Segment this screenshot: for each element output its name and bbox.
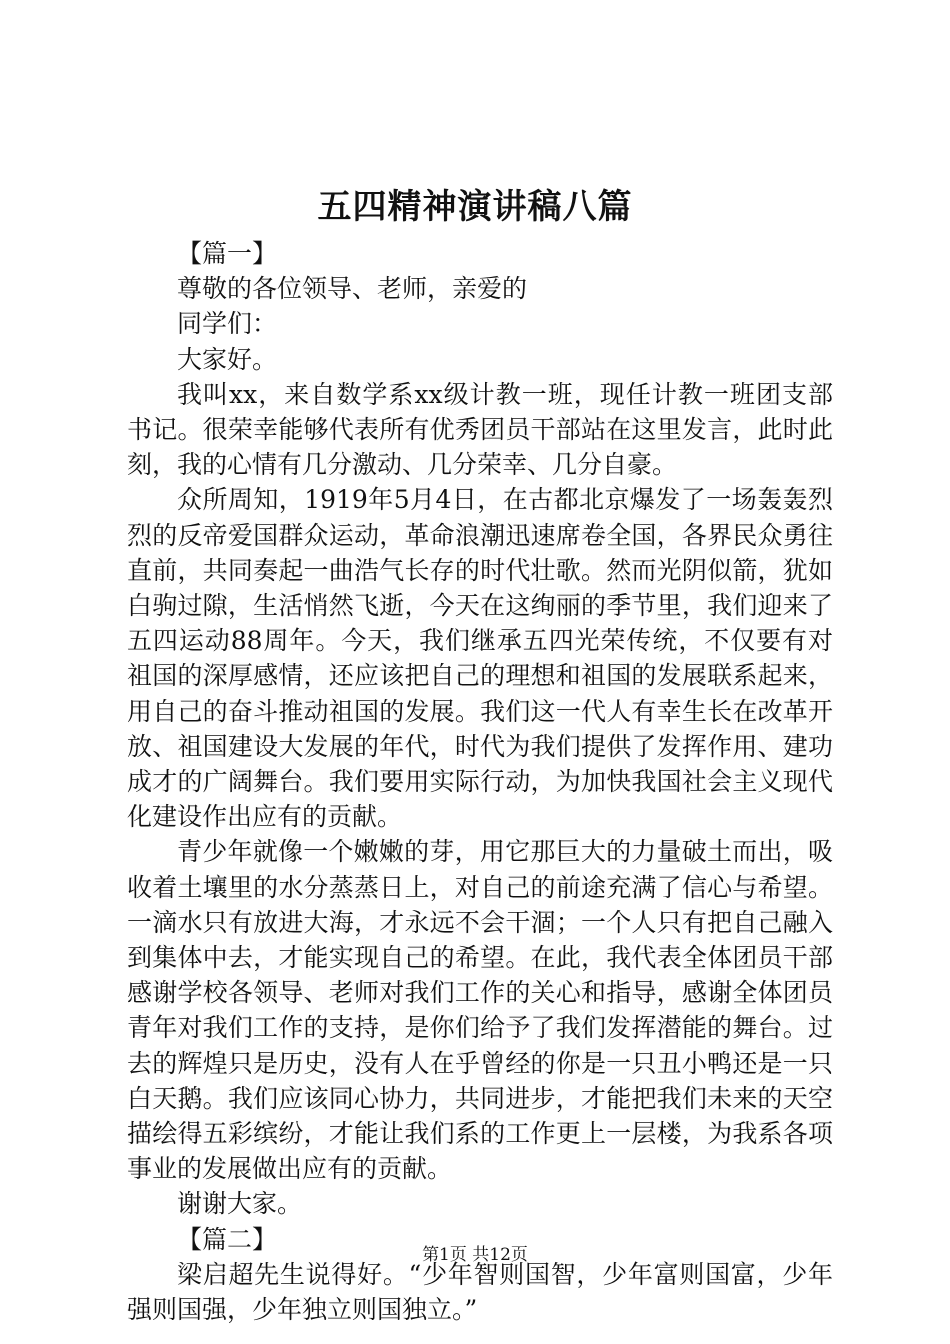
- paragraph-youth: 青少年就像一个嫩嫩的芽，用它那巨大的力量破土而出，吸收着土壤里的水分蒸蒸日上，对自己的前途充满了信心与希望。一滴水只有放进大海，才永远不会干涸；一个人只有把自己融入到集体中去，才能实现自己的希望。在此，我代表全体团员干部感谢学校各领导、老师对我们工作的关心和指导，感谢全体团员青年对我们工作的支持，是你们给予了我们发挥潜能的舞台。过去的辉煌只是历史，没有人在乎曾经的你是一只丑小鸭还是一只白天鹅。我们应该同心协力，共同进步，才能把我们未来的天空描绘得五彩缤纷，才能让我们系的工作更上一层楼，为我系各项事业的发展做出应有的贡献。: [127, 837, 833, 1184]
- salutation-line-2: 同学们：: [177, 309, 278, 339]
- page-number-footer: 第1页 共12页: [422, 1245, 528, 1265]
- section-heading-1: 【篇一】: [177, 239, 278, 268]
- paragraph-intro: 我叫xx，来自数学系xx级计教一班，现任计教一班团支部书记。很荣幸能够代表所有优秀团员干部站在这里发言，此时此刻，我的心情有几分激动、几分荣幸、几分自豪。: [127, 379, 833, 480]
- greeting: 大家好。: [177, 344, 278, 374]
- closing-thanks: 谢谢大家。: [177, 1189, 303, 1219]
- document-body: [127, 236, 833, 1327]
- salutation-line-1: 尊敬的各位领导、老师，亲爱的: [177, 274, 528, 304]
- document-title: 五四精神演讲稿八篇: [317, 187, 633, 227]
- section-heading-2: 【篇二】: [177, 1224, 278, 1254]
- paragraph-history: 众所周知，1919年5月4日，在古都北京爆发了一场轰轰烈烈的反帝爱国群众运动，革命浪潮迅速席卷全国，各界民众勇往直前，共同奏起一曲浩气长存的时代壮歌。然而光阴似箭，犹如白驹过隙，生活悄然飞逝，今天在这绚丽的季节里，我们迎来了五四运动88周年。今天，我们继承五四光荣传统，不仅要有对祖国的深厚感情，还应该把自己的理想和祖国的发展联系起来，用自己的奋斗推动祖国的发展。我们这一代人有幸生长在改革开放、祖国建设大发展的年代，时代为我们提供了发挥作用、建功成才的广阔舞台。我们要用实际行动，为加快我国社会主义现代化建设作出应有的贡献。: [127, 485, 833, 832]
- paragraph-quote: 梁启超先生说得好。“少年智则国智，少年富则国富，少年强则国强，少年独立则国独立。”: [127, 1259, 833, 1325]
